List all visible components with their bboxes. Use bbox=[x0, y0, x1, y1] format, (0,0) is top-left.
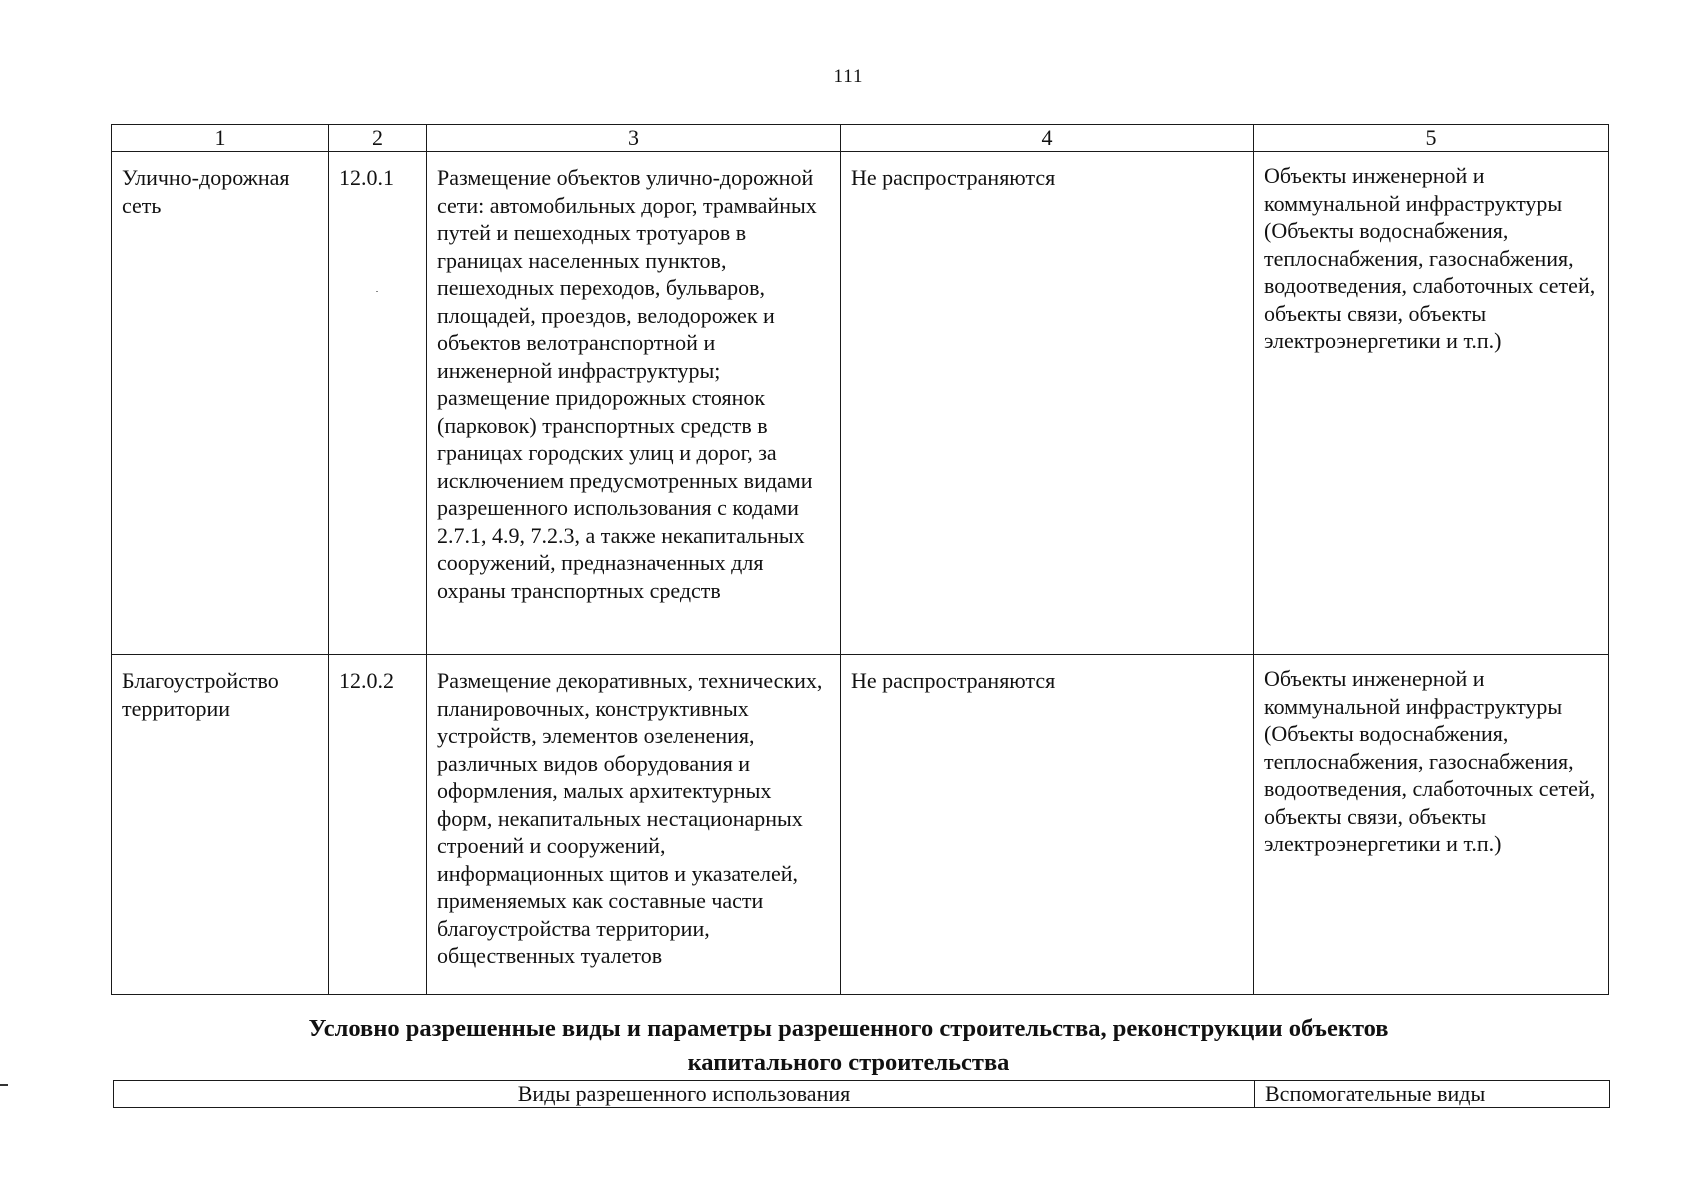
use-description-cell: Размещение декоративных, технических, планировочных, конструктивных устройств, элементов озеленения, различных видов оборудования и оформления, малых архитектурных форм, некапитальных нестационарных строений и сооружений, информационных щитов и указателей, применяемых как составные части благоустройства территории, общественных туалетов bbox=[427, 655, 841, 995]
permitted-uses-header: Виды разрешенного использования bbox=[114, 1081, 1255, 1108]
scan-speck bbox=[376, 291, 378, 292]
section-heading-line-1: Условно разрешенные виды и параметры разрешенного строительства, реконструкции объектов bbox=[308, 1015, 1389, 1042]
page-number: 111 bbox=[833, 66, 864, 87]
auxiliary-uses-cell: Объекты инженерной и коммунальной инфраструктуры (Объекты водоснабжения, теплоснабжения, газоснабжения, водоотведения, слаботочных сетей, объекты связи, объекты электроэнергетики и т.п.) bbox=[1254, 655, 1609, 995]
table-row bbox=[112, 152, 1609, 655]
column-header-2: 2 bbox=[329, 125, 427, 152]
section-heading-line-2: капитального строительства bbox=[687, 1049, 1010, 1076]
table-row bbox=[112, 655, 1609, 995]
margin-mark bbox=[0, 1084, 8, 1086]
land-use-table bbox=[111, 124, 1609, 995]
auxiliary-uses-cell: Объекты инженерной и коммунальной инфраструктуры (Объекты водоснабжения, теплоснабжения, газоснабжения, водоотведения, слаботочных сетей, объекты связи, объекты электроэнергетики и т.п.) bbox=[1254, 152, 1609, 655]
column-header-3: 3 bbox=[427, 125, 841, 152]
column-header-1: 1 bbox=[112, 125, 329, 152]
parameters-cell: Не распространяются bbox=[841, 152, 1254, 655]
column-header-4: 4 bbox=[841, 125, 1254, 152]
use-name-cell: Благоустройство территории bbox=[112, 655, 329, 995]
header-row bbox=[114, 1081, 1610, 1108]
use-name-cell: Улично-дорожная сеть bbox=[112, 152, 329, 655]
conditional-uses-table-header bbox=[113, 1080, 1610, 1108]
use-code-cell: 12.0.2 bbox=[329, 655, 427, 995]
auxiliary-uses-header: Вспомогательные виды bbox=[1255, 1081, 1610, 1108]
column-number-row bbox=[112, 125, 1609, 152]
use-code-cell: 12.0.1 bbox=[329, 152, 427, 655]
parameters-cell: Не распространяются bbox=[841, 655, 1254, 995]
use-description-cell: Размещение объектов улично-дорожной сети: автомобильных дорог, трамвайных путей и пешеходных тротуаров в границах населенных пунктов, пешеходных переходов, бульваров, площадей, проездов, велодорожек и объектов велотранспортной и инженерной инфраструктуры; размещение придорожных стоянок (парковок) транспортных средств в границах городских улиц и дорог, за исключением предусмотренных видами разрешенного использования с кодами 2.7.1, 4.9, 7.2.3, а также некапитальных сооружений, предназначенных для охраны транспортных средств bbox=[427, 152, 841, 655]
column-header-5: 5 bbox=[1254, 125, 1609, 152]
section-heading bbox=[0, 1012, 1697, 1080]
